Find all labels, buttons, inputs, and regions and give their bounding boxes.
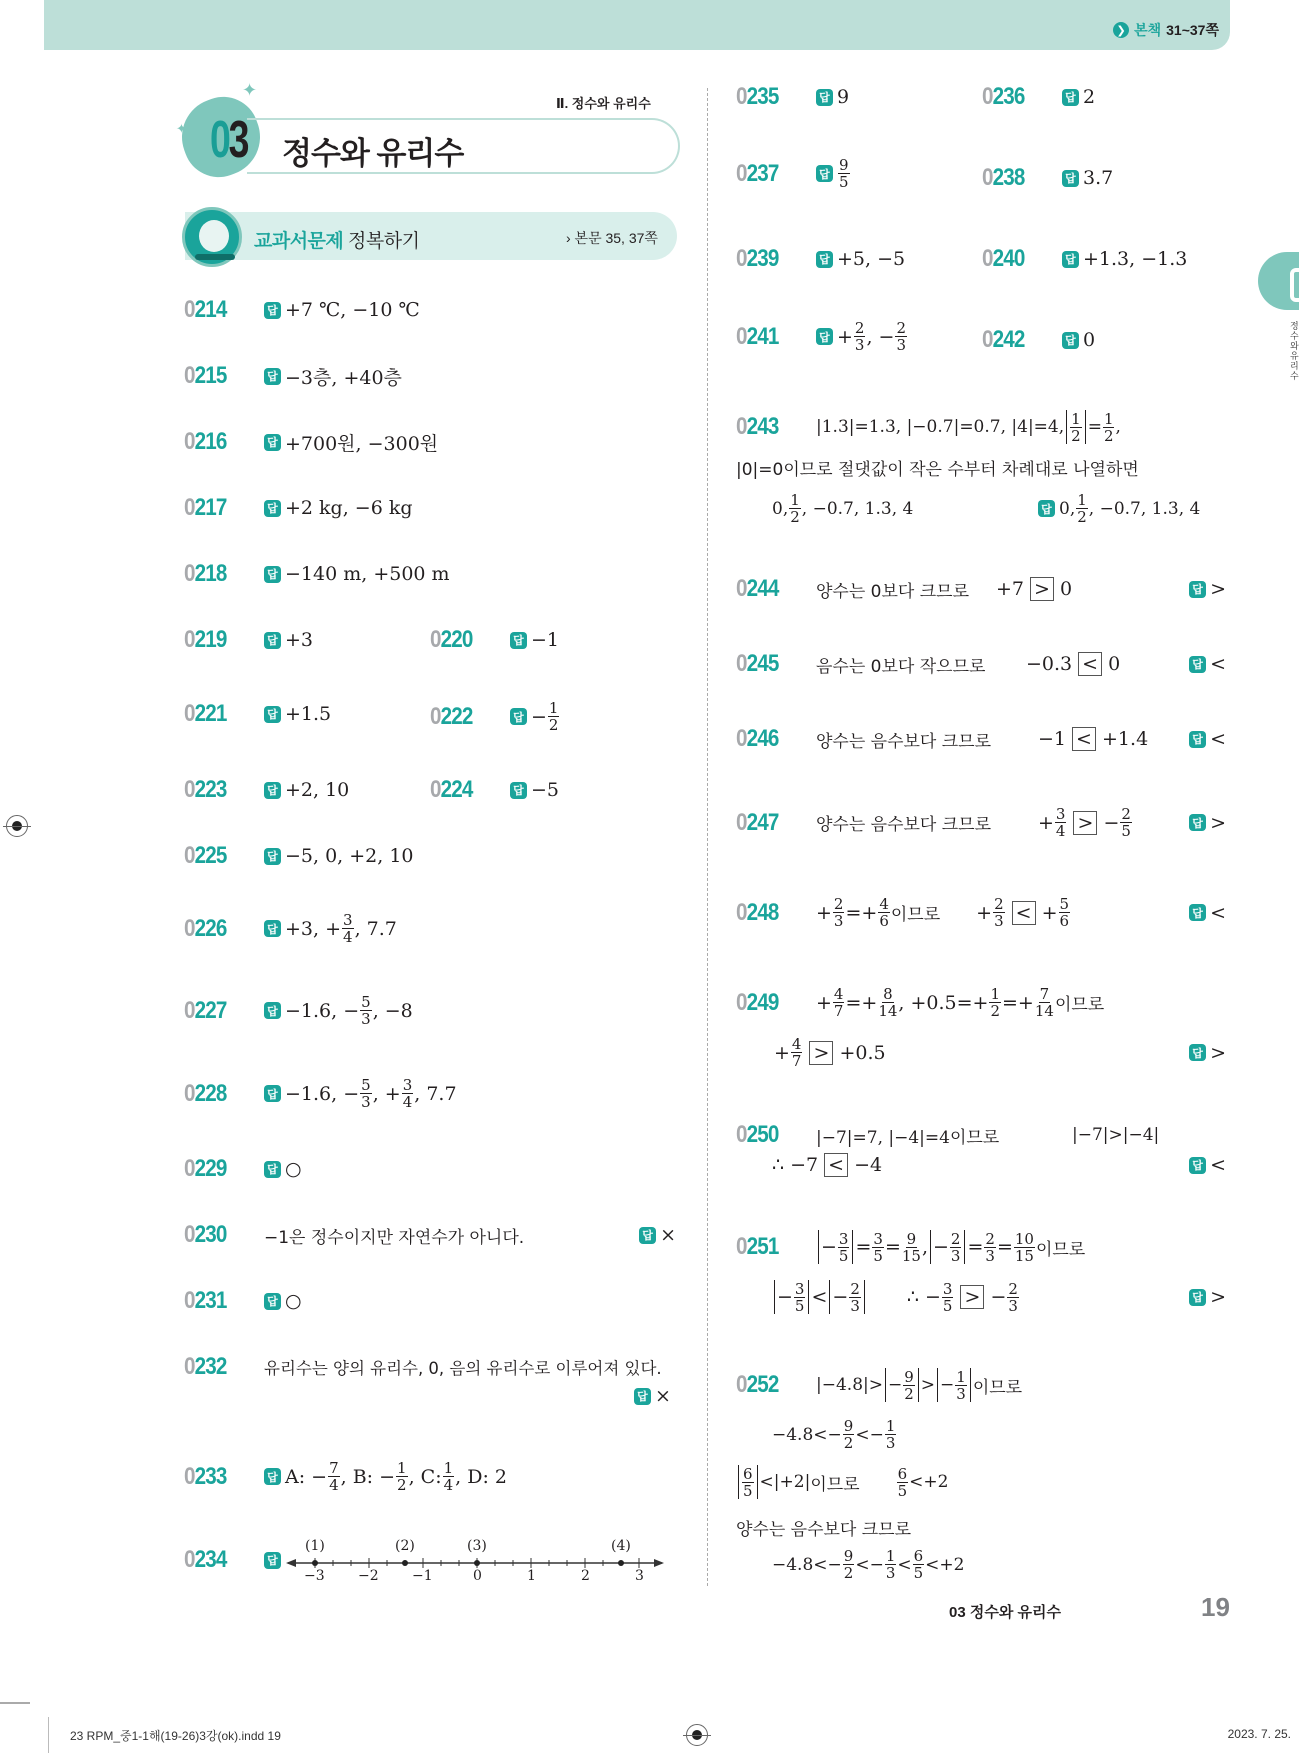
problem-0234: 0234 답: [184, 1546, 285, 1574]
answer-icon: 답: [264, 782, 281, 799]
side-tab-text: 정수와유리수: [1290, 322, 1299, 382]
chapter-title: 정수와 유리수: [282, 136, 464, 171]
answer-icon: 답: [264, 1468, 281, 1485]
answer-icon: 답: [1062, 89, 1079, 106]
problem-0248: 0248 + $\frac{2}{3}$ =+ $\frac{4}{6}$ 이므로 + $\frac{2}{3}$ < + $\frac{5}{6}$ 답 <: [736, 895, 1226, 930]
problem-0252-line2: −4.8<− $\frac{9}{2}$ <− $\frac{1}{3}$: [772, 1417, 896, 1452]
column-divider: [707, 88, 708, 1586]
problem-0244: 0244 양수는 0보다 크므로 +7 > 0 답 >: [736, 575, 1226, 602]
answer-icon: 답: [816, 328, 833, 345]
problem-0239: 0239 답 +5, −5: [736, 245, 906, 272]
chapter-side-tab: [1258, 252, 1299, 310]
answer-icon: 답: [1189, 581, 1206, 598]
problem-0220: 0220 답 −1: [430, 626, 560, 653]
problem-0223: 0223 답 +2, 10: [184, 776, 350, 803]
answer-icon: 답: [816, 251, 833, 268]
problem-0243-line3: 0, $\frac{1}{2}$ , −0.7, 1.3, 4: [772, 491, 914, 526]
answer-icon: 답: [264, 1293, 281, 1310]
answer-icon: 답: [1189, 1044, 1206, 1061]
answer-icon: 답: [1189, 1289, 1206, 1306]
problem-0229: 0229 답 ○: [184, 1155, 302, 1182]
answer-icon: 답: [1062, 332, 1079, 349]
answer-icon: 답: [264, 368, 281, 385]
chevron-right-icon: ❯: [1113, 22, 1129, 38]
problem-0233: 0233 답 A: − $\frac{7}{4}$ , B: − $\frac{1}{2}$ , C: $\frac{1}{4}$ , D: 2: [184, 1459, 508, 1494]
problem-0214: 0214 답 +7 ℃, −10 ℃: [184, 296, 420, 323]
answer-icon: 답: [816, 89, 833, 106]
answer-icon: 답: [1189, 656, 1206, 673]
answer-icon: 답: [510, 782, 527, 799]
problem-0230: 0230 −1은 정수이지만 자연수가 아니다. 답 ×: [184, 1221, 676, 1248]
problem-0252-line4: 양수는 음수보다 크므로: [736, 1520, 912, 1540]
problem-0245: 0245 음수는 0보다 작으므로 −0.3 < 0 답 <: [736, 650, 1226, 677]
problem-0232: 0232 유리수는 양의 유리수, 0, 음의 유리수로 이루어져 있다.: [184, 1353, 662, 1380]
problem-0250-line2: ∴ −7 < −4 답 <: [772, 1154, 1226, 1176]
print-date: 2023. 7. 25.: [1227, 1727, 1291, 1741]
problem-0242: 0242 답 0: [982, 326, 1096, 353]
problem-0241: 0241 답 + $\frac{2}{3}$ , − $\frac{2}{3}$: [736, 319, 907, 354]
answer-icon: 답: [264, 848, 281, 865]
section-page-ref: › 본문 35, 37쪽: [566, 230, 658, 246]
problem-0219: 0219 답 +3: [184, 626, 314, 653]
sparkle-icon: ✦: [176, 122, 187, 137]
answer-icon: 답: [264, 920, 281, 937]
problem-0247: 0247 양수는 음수보다 크므로 + $\frac{3}{4}$ > − $\frac{2}{5}$ 답 >: [736, 805, 1226, 840]
problem-0235: 0235 답 9: [736, 83, 850, 110]
problem-0246: 0246 양수는 음수보다 크므로 −1 < +1.4 답 <: [736, 725, 1226, 752]
problem-0252-line3: $\frac{6}{5}$ <|+2| 이므로 $\frac{6}{5}$ <+2: [736, 1465, 948, 1499]
answer-icon: 답: [639, 1227, 656, 1244]
problem-0217: 0217 답 +2 kg, −6 kg: [184, 494, 413, 521]
answer-icon: 답: [264, 706, 281, 723]
answer-icon: 답: [510, 708, 527, 725]
answer-icon: 답: [634, 1388, 651, 1405]
answer-icon: 답: [264, 500, 281, 517]
answer-icon: 답: [264, 632, 281, 649]
answer-icon: 답: [1189, 814, 1206, 831]
answer-icon: 답: [1189, 904, 1206, 921]
problem-0231: 0231 답 ○: [184, 1287, 302, 1314]
answer-icon: 답: [264, 1552, 281, 1569]
problem-0224: 0224 답 −5: [430, 776, 560, 803]
problem-0225: 0225 답 −5, 0, +2, 10: [184, 842, 414, 869]
problem-0218: 0218 답 −140 m, +500 m: [184, 560, 450, 587]
answer-icon: 답: [264, 434, 281, 451]
answer-icon: 답: [1062, 170, 1079, 187]
answer-icon: 답: [264, 1161, 281, 1178]
sparkle-icon: ✦: [242, 80, 258, 101]
problem-0240: 0240 답 +1.3, −1.3: [982, 245, 1188, 272]
number-line-labels: (1) (2) (3) (4) −3 −2 −1 0 1 2 3: [304, 1538, 644, 1584]
header-band: [44, 0, 1230, 50]
problem-0215: 0215 답 −3층, +40층: [184, 362, 402, 389]
page-number: 19: [1201, 1592, 1230, 1622]
problem-0228: 0228 답 −1.6, − $\frac{5}{3}$ , + $\frac{3}{4}$ , 7.7: [184, 1076, 457, 1111]
print-slug: 23 RPM_중1-1해(19-26)3강(ok).indd 19: [70, 1729, 281, 1743]
problem-0243: 0243 |1.3|=1.3, |−0.7|=0.7, |4|=4, $\frac{1}{2}$ = $\frac{1}{2}$ ,: [736, 409, 1121, 445]
problem-0227: 0227 답 −1.6, − $\frac{5}{3}$ , −8: [184, 993, 413, 1028]
problem-0236: 0236 답 2: [982, 83, 1096, 110]
problem-0252: 0252 |−4.8|> − $\frac{9}{2}$ > − $\frac{1}{3}$ 이므로: [736, 1367, 1023, 1403]
crop-mark: [0, 1702, 30, 1704]
problem-0251-line2: − $\frac{3}{5}$ < − $\frac{2}{3}$ ∴ − $\frac{3}{5}$ > − $\frac{2}{3}$ 답 >: [772, 1280, 1226, 1314]
problem-0249-line2: + $\frac{4}{7}$ > +0.5 답 >: [774, 1035, 1226, 1070]
answer-icon: 답: [1189, 731, 1206, 748]
answer-icon: 답: [264, 1002, 281, 1019]
answer-icon: 답: [1038, 500, 1055, 517]
section-title: 교과서문제 정복하기: [254, 231, 420, 252]
part-label: Ⅱ. 정수와 유리수: [556, 96, 651, 111]
problem-0238: 0238 답 3.7: [982, 164, 1114, 191]
problem-0237: 0237 답 $\frac{9}{5}$: [736, 156, 849, 191]
answer-icon: 답: [264, 566, 281, 583]
answer-icon: 답: [510, 632, 527, 649]
answer-icon: 답: [264, 1085, 281, 1102]
answer-icon: 답: [264, 302, 281, 319]
problem-0243-answer: 답 0, $\frac{1}{2}$ , −0.7, 1.3, 4: [1038, 492, 1200, 525]
problem-0249: 0249 + $\frac{4}{7}$ =+ $\frac{8}{14}$ , +0.5=+ $\frac{1}{2}$ =+ $\frac{7}{14}$ 이므로: [736, 985, 1105, 1020]
problem-0232-answer: 답 ×: [634, 1385, 671, 1407]
chapter-number: 03: [210, 111, 248, 169]
answer-icon: 답: [816, 165, 833, 182]
problem-0221: 0221 답 +1.5: [184, 700, 332, 727]
problem-0222: 0222 답 − $\frac{1}{2}$: [430, 699, 559, 734]
textbook-page-reference: ❯ 본책 31~37쪽: [1113, 20, 1219, 40]
problem-0243-line2: |0|=0이므로 절댓값이 작은 수부터 차례대로 나열하면: [736, 460, 1139, 480]
footer-chapter: 03 정수와 유리수: [949, 1604, 1061, 1621]
problem-0250: 0250 |−7|=7, |−4|=4이므로 |−7|>|−4|: [736, 1121, 1160, 1148]
problem-0226: 0226 답 +3, + $\frac{3}{4}$ , 7.7: [184, 911, 397, 946]
registration-mark-icon: [6, 815, 28, 837]
registration-mark-icon: [686, 1724, 708, 1746]
crop-mark: [48, 1717, 49, 1753]
problem-0252-line5: −4.8<− $\frac{9}{2}$ <− $\frac{1}{3}$ < $\frac{6}{5}$ <+2: [772, 1547, 965, 1582]
problem-0216: 0216 답 +700원, −300원: [184, 428, 439, 455]
mascot-icon: [182, 207, 242, 267]
answer-icon: 답: [1062, 251, 1079, 268]
problem-0251: 0251 − $\frac{3}{5}$ = $\frac{3}{5}$ = $\frac{9}{15}$ , − $\frac{2}{3}$ = $\frac{2}{3}$ = $\frac{10}{15}$ 이므로: [736, 1229, 1086, 1265]
answer-icon: 답: [1189, 1157, 1206, 1174]
